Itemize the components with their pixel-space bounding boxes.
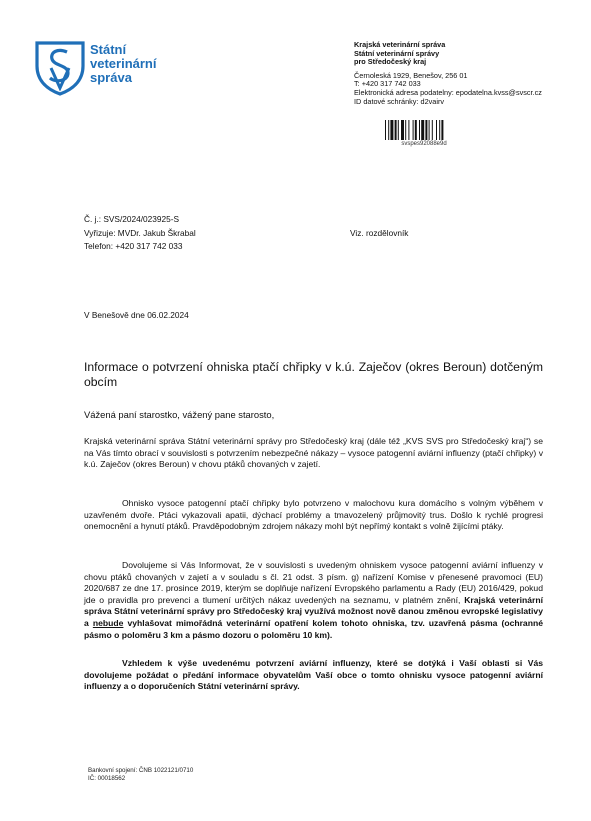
footer-ic: IČ: 00018562 xyxy=(88,775,126,782)
office-header xyxy=(354,41,542,106)
logo-line-3: správa xyxy=(90,70,132,85)
paragraph-1: Krajská veterinární správa Státní veterinární správy pro Středočeský kraj (dále též „KVS SVS pro Středočeský kraj“) se na Vás tímto obrací v souvislosti s potvrzením nebezpečné nákazy – vysoce patogenní aviární influenzy (ptačí chřipky) v k.ú. Zaječov (okres Beroun) v chovu ptáků chovaných v zajetí. xyxy=(84,436,543,470)
office-name-line-2: Státní veterinární správy xyxy=(354,48,440,58)
paragraph-3 xyxy=(84,560,543,641)
reference-number: Č. j.: SVS/2024/023925-S xyxy=(84,214,180,224)
paragraph-2-text: Ohnisko vysoce patogenní ptačí chřipky bylo potvrzeno v malochovu kura domácího s volným výběhem v uzavřeném dvoře. Ptáci vykazovali apatii, dýchací problémy a tmavozelený průjmovitý trus. Došlo k rychlé progresi onemocnění a hynutí ptáků. Pravděpodobným zdrojem nákazy mohl být nepřímý kontakt s volně žijícími ptáky. xyxy=(84,498,543,532)
logo-line-2: veterinární xyxy=(90,56,157,71)
office-name-line-1: Krajská veterinární správa xyxy=(354,40,446,49)
reference-contact: Vyřizuje: MVDr. Jakub Škrabal xyxy=(84,227,196,238)
reference-block xyxy=(84,213,196,254)
paragraph-3-plain: Dovolujeme si Vás Informovat, že v souvislosti s uvedeným ohniskem vysoce patogenní aviární influenzy v chovu ptáků chovaných v zajetí a v souladu s čl. 21 odst. 3 písm. g) nařízení Komise v přenesené pravomoci (EU) 2020/687 ze dne 17. prosince 2019, kterým se doplňuje nařízení Evropského parlamentu a Rady (EU) 2016/429, pokud jde o pravidla pro prevenci a tlumení určitých nákaz uvedených na seznamu, v platném znění, xyxy=(84,560,543,605)
paragraph-3-bold-3: (ochranné pásmo o poloměru 3 km a pásmo dozoru o poloměru 10 km). xyxy=(84,617,543,640)
office-email: Elektronická adresa podatelny: epodatelna.kvss@svscr.cz xyxy=(354,87,542,97)
office-name-line-3: pro Středočeský kraj xyxy=(354,57,427,67)
footer-bank: Bankovní spojení: ČNB 1022121/0710 xyxy=(88,767,194,774)
logo-line-1: Státní xyxy=(90,42,127,57)
paragraph-3-bold-1: Krajská veterinární správa Státní veterinární správy pro Středočeský kraj využívá možnost nově danou změnou evropské legislativy a xyxy=(84,594,543,628)
office-address: Černoleská 1929, Benešov, 256 01 xyxy=(354,70,468,80)
office-phone: T: +420 317 742 033 xyxy=(354,79,421,89)
svs-shield-logo-icon xyxy=(34,40,86,96)
office-databox: ID datové schránky: d2vairv xyxy=(354,96,445,106)
barcode-text: svspes92088e9d xyxy=(401,141,447,147)
letter-subject: Informace o potvrzení ohniska ptačí chřipky v k.ú. Zaječov (okres Beroun) dotčeným obcím xyxy=(84,360,543,389)
footer xyxy=(88,767,193,783)
paragraph-4-text: Vzhledem k výše uvedenému potvrzení aviární influenzy, které se dotýká i Vaší oblasti si Vás dovolujeme požádat o předání informace obyvatelům Vaší obce o tomto ohnisku vysoce patogenní aviární influenzy a o doporučeních Státní veterinární správy. xyxy=(84,658,543,692)
recipient: Viz. rozdělovník xyxy=(350,228,409,238)
paragraph-3-underlined: nebude xyxy=(92,617,124,628)
letter-date: V Benešově dne 06.02.2024 xyxy=(84,310,189,320)
barcode-icon xyxy=(385,120,463,140)
reference-phone: Telefon: +420 317 742 033 xyxy=(84,241,183,251)
paragraph-2 xyxy=(84,498,543,533)
paragraph-4 xyxy=(84,658,543,693)
logo-wordmark xyxy=(90,43,156,85)
salutation: Vážená paní starostko, vážený pane starosto, xyxy=(84,409,275,420)
paragraph-3-bold-2: vyhlašovat mimořádná veterinární opatření kolem tohoto ohniska, tzv. uzavřená pásma xyxy=(123,617,498,628)
